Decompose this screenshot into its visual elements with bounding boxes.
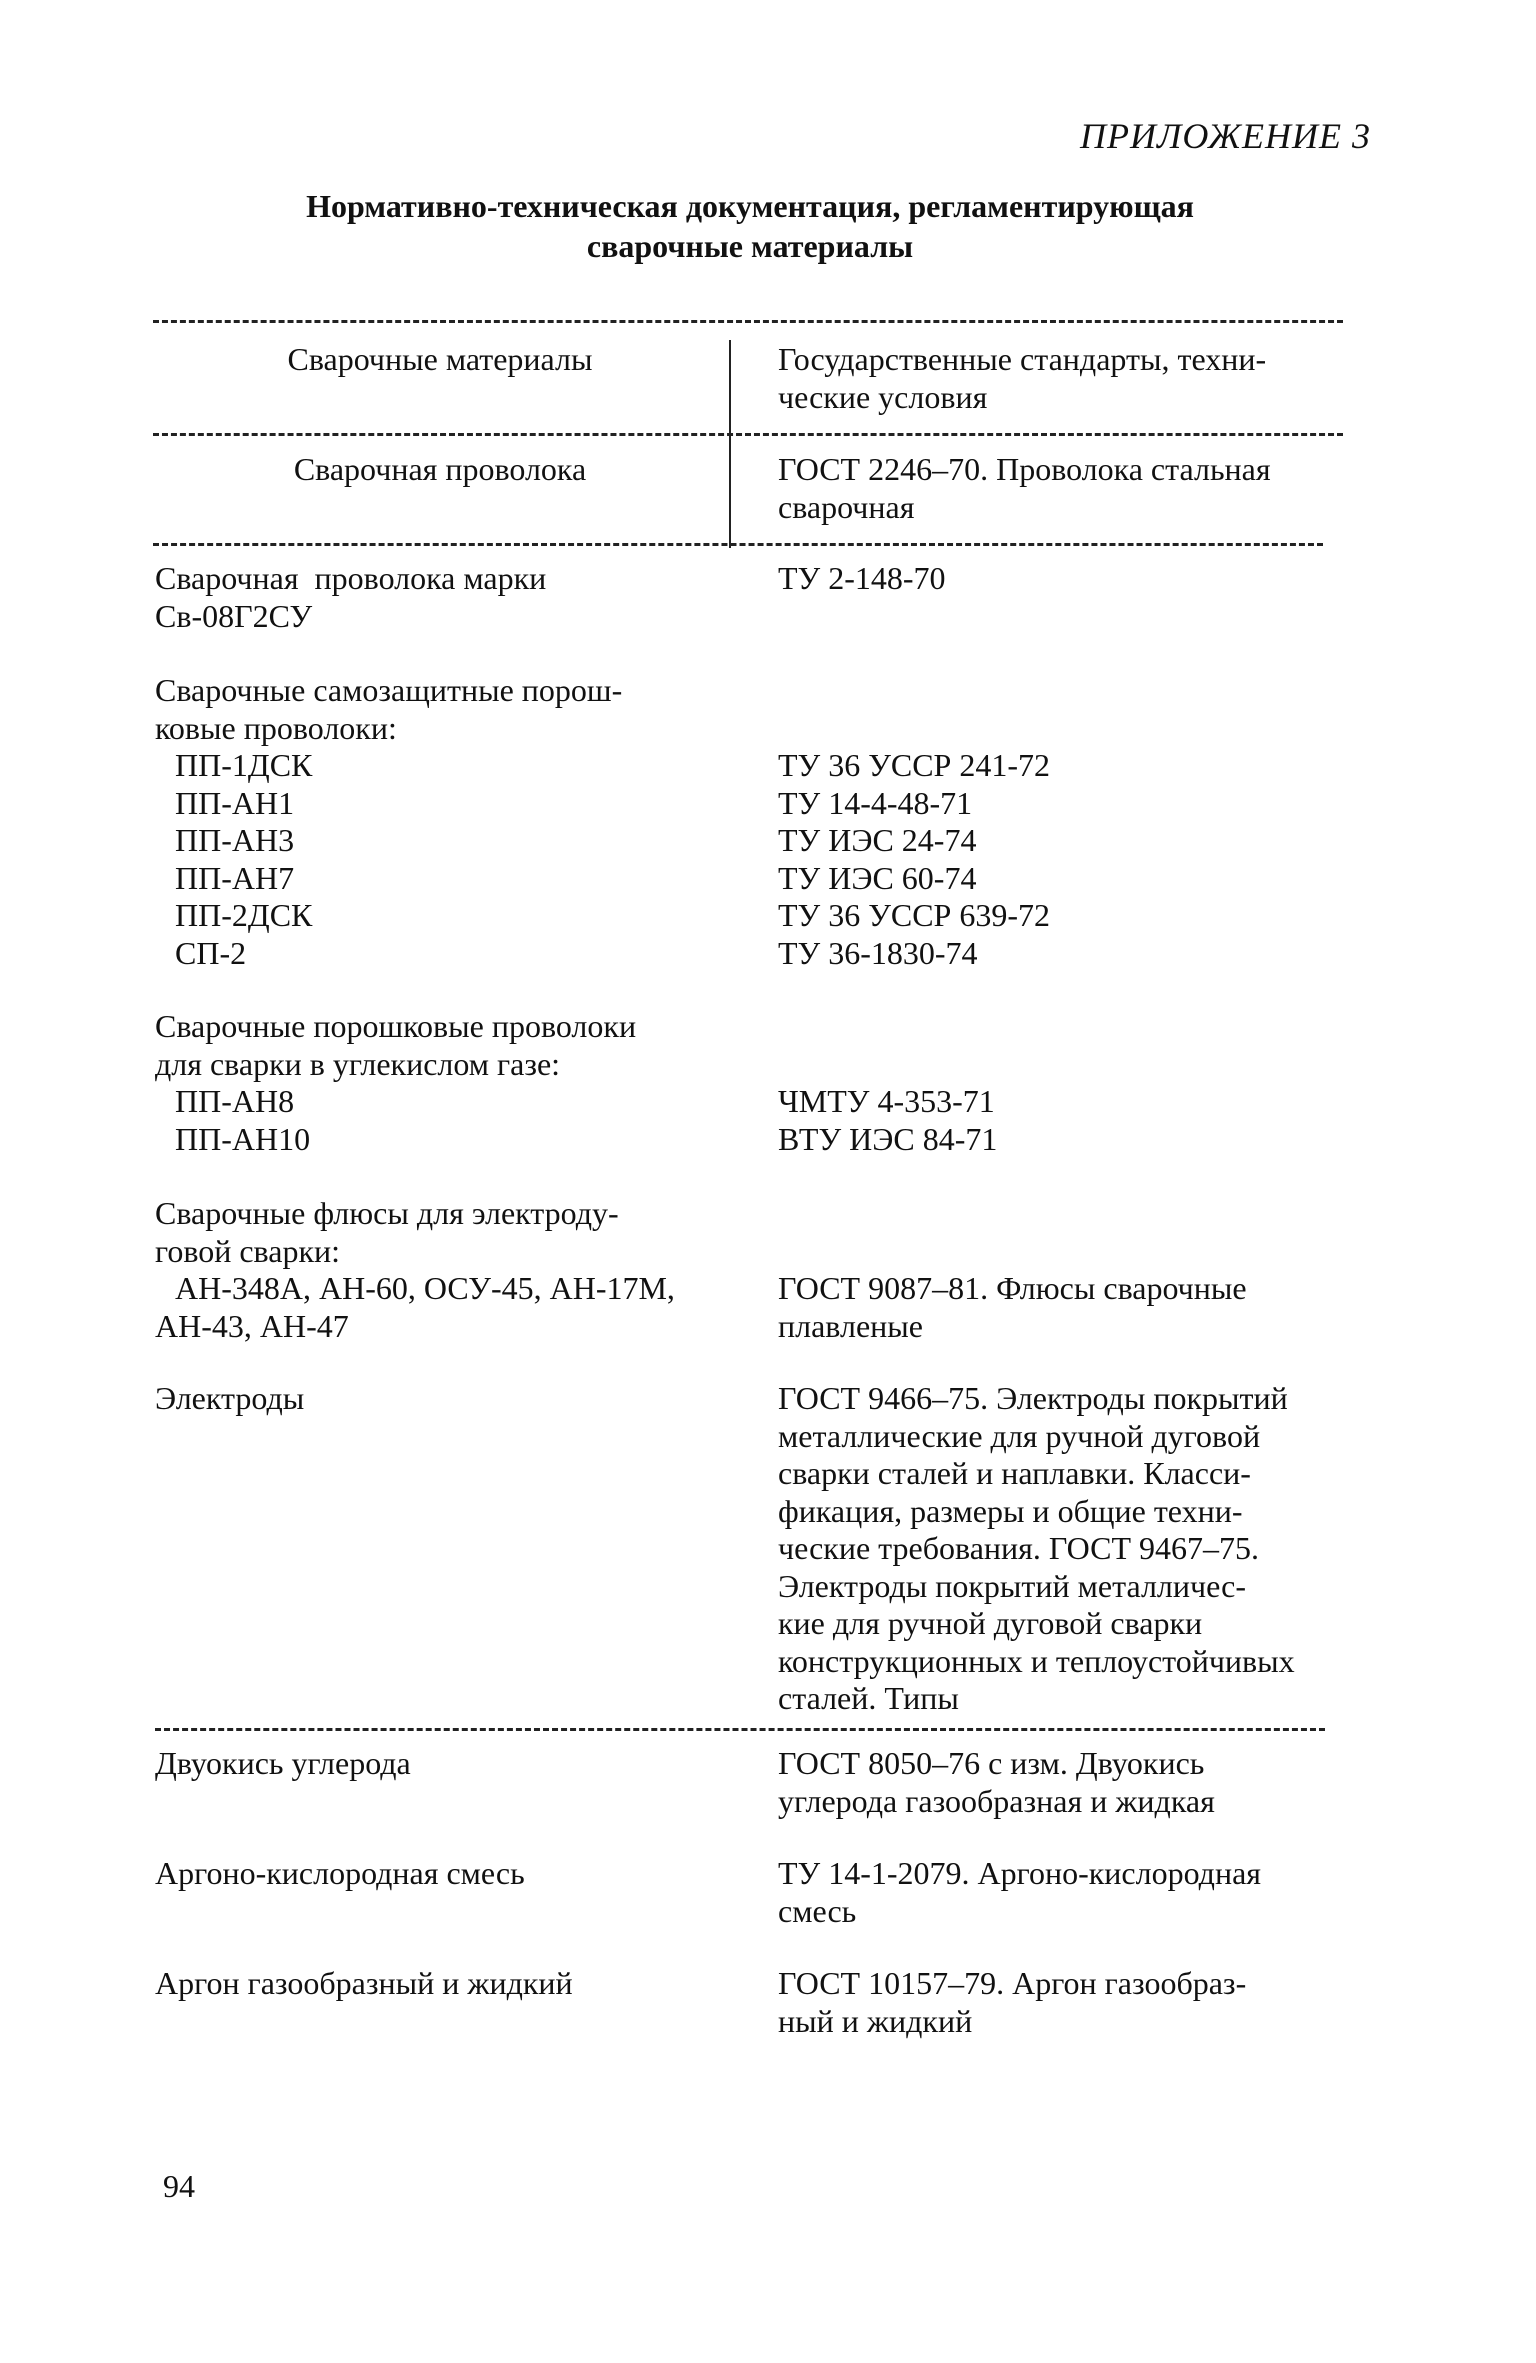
- row-wire-grade-right: ТУ 2-148-70: [778, 560, 946, 596]
- title-line-1: Нормативно-техническая документация, регламентирующая: [306, 188, 1194, 224]
- list-item: ТУ ИЭС 24-74: [778, 822, 977, 858]
- column-divider: [729, 340, 731, 548]
- row-wire-grade-left: Сварочная проволока марки Св-08Г2СУ: [155, 560, 547, 634]
- list-item: ТУ 36 УССР 241-72: [778, 747, 1050, 783]
- list-item: ПП-АН8: [175, 1083, 295, 1119]
- list-item: ПП-АН1: [175, 784, 295, 821]
- list-item: ТУ 14-4-48-71: [778, 784, 973, 821]
- list-item: ТУ ИЭС 60-74: [778, 859, 977, 896]
- self-shielded-standards: [778, 747, 1388, 972]
- list-item: ПП-АН7: [175, 859, 295, 896]
- co2-flux-cored-standards: [778, 1083, 1388, 1158]
- list-item: ПП-2ДСК: [175, 897, 313, 933]
- row-welding-wire-left: Сварочная проволока: [293, 451, 587, 487]
- argon-oxygen-left: Аргоно-кислородная смесь: [155, 1855, 525, 1891]
- list-item: ТУ 36-1830-74: [778, 934, 978, 971]
- list-item: ТУ 36 УССР 639-72: [778, 897, 1050, 933]
- title-line-2: сварочные материалы: [586, 228, 914, 264]
- list-item: ЧМТУ 4-353-71: [778, 1083, 995, 1119]
- row-welding-wire-right: ГОСТ 2246–70. Проволока стальная сварочная: [778, 451, 1271, 525]
- fluxes-names: АН-348А, АН-60, ОСУ-45, АН-17М, АН-43, АН-47: [155, 1270, 675, 1344]
- header-col-materials: Сварочные материалы: [287, 341, 593, 377]
- argon-oxygen-right: ТУ 14-1-2079. Аргоно-кислородная смесь: [778, 1855, 1261, 1929]
- electrodes-standards: ГОСТ 9466–75. Электроды покрытий металлические для ручной дуговой сварки сталей и наплавки. Класси- фикация, размеры и общие техни- ческие требования. ГОСТ 9467–75. Электроды покрытий металличес- кие для ручной дуговой сварки конструкционных и теплоустойчивых сталей. Типы: [778, 1380, 1295, 1716]
- first-row-rule: [153, 543, 1323, 546]
- co2-left: Двуокись углерода: [155, 1745, 411, 1781]
- argon-left: Аргон газообразный и жидкий: [155, 1965, 573, 2001]
- co2-flux-cored-names: [155, 1083, 745, 1158]
- list-item: ВТУ ИЭС 84-71: [778, 1120, 998, 1157]
- co2-right: ГОСТ 8050–76 с изм. Двуокись углерода газообразная и жидкая: [778, 1745, 1215, 1819]
- header-col2-line-1: Государственные стандарты, техни-: [778, 341, 1267, 377]
- fluxes-standard: ГОСТ 9087–81. Флюсы сварочные плавленые: [778, 1270, 1247, 1344]
- document-title: [150, 186, 1350, 266]
- fluxes-heading: Сварочные флюсы для электроду- говой сварки:: [155, 1195, 619, 1269]
- self-shielded-heading: Сварочные самозащитные порош- ковые проволоки:: [155, 672, 623, 746]
- self-shielded-names: [155, 747, 745, 972]
- list-item: ПП-1ДСК: [175, 747, 313, 783]
- list-item: СП-2: [175, 934, 247, 971]
- appendix-label: ПРИЛОЖЕНИЕ 3: [1080, 116, 1371, 156]
- list-item: ПП-АН3: [175, 822, 295, 858]
- electrodes-left: Электроды: [155, 1380, 305, 1416]
- co2-flux-cored-heading: Сварочные порошковые проволоки для сварки в углекислом газе:: [155, 1008, 637, 1082]
- header-rule: [153, 433, 1343, 436]
- header-col-standards: [778, 340, 1388, 416]
- argon-right: ГОСТ 10157–79. Аргон газообраз- ный и жидкий: [778, 1965, 1247, 2039]
- header-col2-line-2: ческие условия: [778, 379, 988, 415]
- list-item: ПП-АН10: [175, 1120, 311, 1157]
- table-top-rule: [153, 320, 1343, 323]
- page-number: 94: [163, 2168, 195, 2204]
- electrodes-rule: [155, 1728, 1325, 1731]
